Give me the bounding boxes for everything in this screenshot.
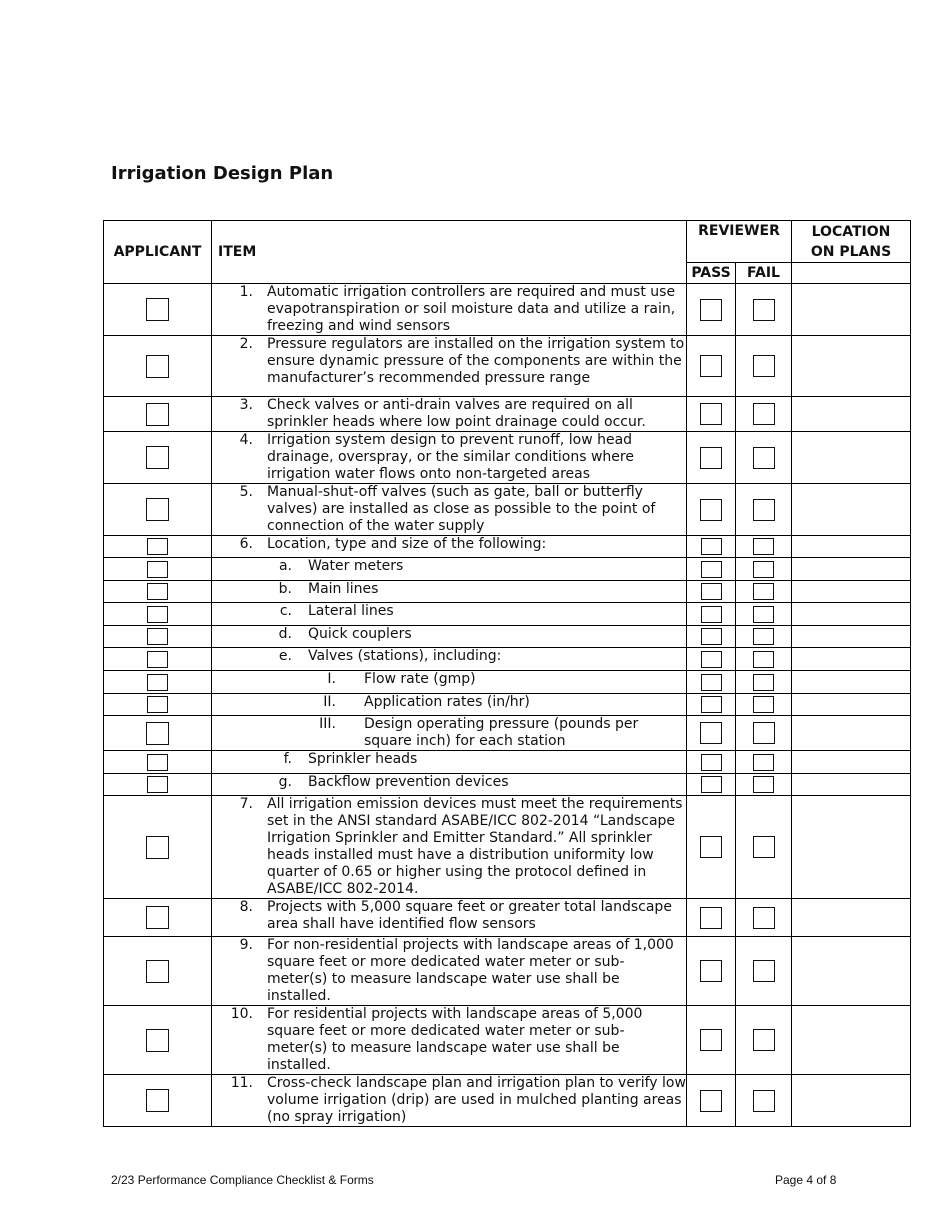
applicant-checkbox[interactable] (146, 355, 169, 378)
item-number: 7. (239, 796, 253, 812)
location-on-plans-cell[interactable] (792, 536, 911, 558)
pass-checkbox[interactable] (700, 403, 722, 425)
checklist-row (104, 397, 911, 432)
fail-checkbox[interactable] (753, 754, 774, 771)
applicant-cell (104, 558, 212, 581)
fail-cell (736, 671, 792, 694)
fail-cell (736, 284, 792, 336)
item-text: Check valves or anti-drain valves are required on all sprinkler heads where low point drainage could occur. (267, 397, 646, 430)
fail-cell (736, 397, 792, 432)
item-text: Water meters (308, 558, 404, 574)
header-location-line1: LOCATION (811, 223, 891, 240)
applicant-checkbox[interactable] (147, 628, 168, 645)
item-cell (212, 432, 687, 484)
pass-cell (687, 558, 736, 581)
item-number: 8. (239, 899, 253, 915)
item-cell (212, 796, 687, 899)
location-on-plans-cell[interactable] (792, 671, 911, 694)
applicant-checkbox[interactable] (147, 674, 168, 691)
fail-cell (736, 581, 792, 603)
location-on-plans-cell[interactable] (792, 603, 911, 626)
fail-cell (736, 536, 792, 558)
header-applicant: APPLICANT (104, 221, 212, 284)
item-cell (212, 536, 687, 558)
checklist-row (104, 648, 911, 671)
applicant-checkbox[interactable] (146, 446, 169, 469)
fail-checkbox[interactable] (753, 651, 774, 668)
fail-checkbox[interactable] (753, 403, 775, 425)
pass-checkbox[interactable] (700, 836, 722, 858)
applicant-checkbox[interactable] (147, 651, 168, 668)
location-on-plans-cell[interactable] (792, 558, 911, 581)
fail-checkbox[interactable] (753, 355, 775, 377)
location-on-plans-cell[interactable] (792, 284, 911, 336)
item-number: 4. (239, 432, 253, 448)
pass-cell (687, 336, 736, 397)
location-on-plans-cell[interactable] (792, 1075, 911, 1127)
applicant-cell (104, 899, 212, 937)
item-text: Location, type and size of the following: (267, 536, 547, 552)
fail-cell (736, 751, 792, 774)
item-cell (212, 648, 687, 671)
fail-checkbox[interactable] (753, 628, 774, 645)
fail-cell (736, 648, 792, 671)
pass-cell (687, 603, 736, 626)
applicant-cell (104, 671, 212, 694)
checklist-row (104, 751, 911, 774)
fail-checkbox[interactable] (753, 776, 774, 793)
pass-checkbox[interactable] (701, 754, 722, 771)
applicant-cell (104, 626, 212, 648)
item-cell (212, 581, 687, 603)
item-text: Valves (stations), including: (308, 648, 502, 664)
applicant-checkbox[interactable] (146, 498, 169, 521)
item-text: Projects with 5,000 square feet or greater total landscape area shall have identified flow sensors (267, 899, 672, 932)
item-cell (212, 558, 687, 581)
applicant-checkbox[interactable] (146, 298, 169, 321)
applicant-cell (104, 484, 212, 536)
applicant-cell (104, 1006, 212, 1075)
location-on-plans-cell[interactable] (792, 648, 911, 671)
item-text: Flow rate (gmp) (364, 671, 476, 687)
pass-cell (687, 937, 736, 1006)
fail-checkbox[interactable] (753, 722, 775, 744)
item-cell (212, 484, 687, 536)
pass-checkbox[interactable] (700, 355, 722, 377)
page-title: Irrigation Design Plan (111, 163, 334, 184)
applicant-cell (104, 581, 212, 603)
applicant-checkbox[interactable] (146, 960, 169, 983)
applicant-checkbox[interactable] (147, 754, 168, 771)
fail-checkbox[interactable] (753, 907, 775, 929)
item-cell (212, 284, 687, 336)
checklist-row (104, 558, 911, 581)
fail-cell (736, 336, 792, 397)
pass-cell (687, 284, 736, 336)
pass-checkbox[interactable] (701, 651, 722, 668)
location-on-plans-cell[interactable] (792, 899, 911, 937)
fail-cell (736, 774, 792, 796)
applicant-cell (104, 937, 212, 1006)
location-on-plans-cell[interactable] (792, 397, 911, 432)
item-text: Backflow prevention devices (308, 774, 509, 790)
fail-checkbox[interactable] (753, 499, 775, 521)
item-number: II. (323, 694, 336, 710)
item-text: Sprinkler heads (308, 751, 418, 767)
applicant-checkbox[interactable] (146, 403, 169, 426)
fail-checkbox[interactable] (753, 674, 774, 691)
location-on-plans-cell[interactable] (792, 581, 911, 603)
fail-cell (736, 432, 792, 484)
location-on-plans-cell[interactable] (792, 694, 911, 716)
item-number: f. (283, 751, 292, 767)
fail-cell (736, 1075, 792, 1127)
item-text: Main lines (308, 581, 379, 597)
checklist-row (104, 671, 911, 694)
item-cell (212, 716, 687, 751)
item-text: Design operating pressure (pounds per square inch) for each station (364, 716, 639, 749)
fail-cell (736, 796, 792, 899)
applicant-cell (104, 336, 212, 397)
checklist-row (104, 937, 911, 1006)
item-number: I. (327, 671, 336, 687)
applicant-checkbox[interactable] (146, 836, 169, 859)
checklist-row (104, 284, 911, 336)
checklist-row (104, 1006, 911, 1075)
location-on-plans-cell[interactable] (792, 484, 911, 536)
item-text: Manual-shut-off valves (such as gate, ball or butterfly valves) are installed as close as possible to the point of connection of the water supply (267, 484, 656, 534)
footer-page-number: Page 4 of 8 (775, 1173, 837, 1187)
location-on-plans-cell[interactable] (792, 774, 911, 796)
checklist-row (104, 716, 911, 751)
item-number: 11. (230, 1075, 253, 1091)
pass-checkbox[interactable] (700, 1090, 722, 1112)
pass-cell (687, 796, 736, 899)
fail-cell (736, 484, 792, 536)
fail-checkbox[interactable] (753, 1090, 775, 1112)
fail-checkbox[interactable] (753, 447, 775, 469)
item-text: Lateral lines (308, 603, 394, 619)
item-cell (212, 671, 687, 694)
pass-cell (687, 899, 736, 937)
pass-cell (687, 716, 736, 751)
item-number: e. (278, 648, 292, 664)
checklist-row (104, 484, 911, 536)
checklist-row (104, 581, 911, 603)
applicant-checkbox[interactable] (146, 1089, 169, 1112)
fail-cell (736, 1006, 792, 1075)
checklist-row (104, 899, 911, 937)
item-number: 1. (239, 284, 253, 300)
item-text: Irrigation system design to prevent runoff, low head drainage, overspray, or the similar conditions where irrigation water flows onto non-targeted areas (267, 432, 634, 482)
item-number: 2. (239, 336, 253, 352)
pass-cell (687, 1075, 736, 1127)
location-on-plans-cell[interactable] (792, 1006, 911, 1075)
fail-cell (736, 603, 792, 626)
item-number: 10. (230, 1006, 253, 1022)
checklist-row (104, 336, 911, 397)
item-number: g. (278, 774, 292, 790)
item-cell (212, 603, 687, 626)
pass-cell (687, 626, 736, 648)
applicant-cell (104, 536, 212, 558)
header-reviewer: REVIEWER (687, 221, 792, 263)
location-on-plans-cell[interactable] (792, 626, 911, 648)
checklist-row (104, 626, 911, 648)
pass-checkbox[interactable] (701, 776, 722, 793)
pass-cell (687, 694, 736, 716)
fail-cell (736, 558, 792, 581)
pass-checkbox[interactable] (700, 722, 722, 744)
location-on-plans-cell[interactable] (792, 716, 911, 751)
fail-cell (736, 694, 792, 716)
footer-left: 2/23 Performance Compliance Checklist & Forms (111, 1173, 374, 1187)
applicant-checkbox[interactable] (146, 722, 169, 745)
header-location-empty (792, 263, 911, 284)
location-on-plans-cell[interactable] (792, 336, 911, 397)
fail-cell (736, 899, 792, 937)
checklist-row (104, 432, 911, 484)
pass-cell (687, 774, 736, 796)
pass-checkbox[interactable] (701, 696, 722, 713)
applicant-cell (104, 648, 212, 671)
item-number: III. (319, 716, 336, 732)
item-cell (212, 694, 687, 716)
pass-cell (687, 671, 736, 694)
checklist-row (104, 774, 911, 796)
header-location-line2: ON PLANS (810, 243, 892, 260)
pass-cell (687, 536, 736, 558)
item-cell (212, 1075, 687, 1127)
pass-cell (687, 432, 736, 484)
checklist-row (104, 1075, 911, 1127)
item-number: 5. (239, 484, 253, 500)
pass-checkbox[interactable] (700, 960, 722, 982)
pass-checkbox[interactable] (701, 628, 722, 645)
header-item: ITEM (212, 221, 687, 284)
applicant-cell (104, 1075, 212, 1127)
location-on-plans-cell[interactable] (792, 432, 911, 484)
applicant-cell (104, 796, 212, 899)
item-text: For non-residential projects with landscape areas of 1,000 square feet or more dedicated water meter or sub- meter(s) to measure landscape water use shall be installed. (267, 937, 674, 1004)
pass-checkbox[interactable] (700, 299, 722, 321)
fail-cell (736, 716, 792, 751)
item-text: Quick couplers (308, 626, 412, 642)
item-text: Cross-check landscape plan and irrigation plan to verify low volume irrigation (drip) are used in mulched planting areas (no spray irrigation) (267, 1075, 686, 1125)
fail-checkbox[interactable] (753, 606, 774, 623)
item-number: 9. (239, 937, 253, 953)
item-number: b. (278, 581, 292, 597)
applicant-cell (104, 694, 212, 716)
item-cell (212, 937, 687, 1006)
item-number: c. (279, 603, 292, 619)
header-pass: PASS (687, 263, 736, 284)
pass-checkbox[interactable] (700, 447, 722, 469)
pass-cell (687, 751, 736, 774)
checklist-row (104, 694, 911, 716)
fail-checkbox[interactable] (753, 299, 775, 321)
item-text: Application rates (in/hr) (364, 694, 530, 710)
header-fail: FAIL (736, 263, 792, 284)
pass-checkbox[interactable] (700, 499, 722, 521)
pass-checkbox[interactable] (701, 538, 722, 555)
fail-checkbox[interactable] (753, 696, 774, 713)
applicant-cell (104, 716, 212, 751)
checklist-table (103, 220, 911, 1127)
fail-checkbox[interactable] (753, 583, 774, 600)
pass-checkbox[interactable] (701, 606, 722, 623)
applicant-checkbox[interactable] (146, 1029, 169, 1052)
applicant-checkbox[interactable] (147, 561, 168, 578)
location-on-plans-cell[interactable] (792, 796, 911, 899)
location-on-plans-cell[interactable] (792, 751, 911, 774)
item-number: d. (278, 626, 292, 642)
applicant-cell (104, 397, 212, 432)
item-text: All irrigation emission devices must meet the requirements set in the ANSI standard ASABE/ICC 802-2014 “Landscape Irrigation Sprinkler and Emitter Standard.” All sprinkler heads installed must have a distribution uniformity low quarter of 0.65 or higher using the protocol defined in ASABE/ICC 802-2014. (267, 796, 683, 897)
applicant-checkbox[interactable] (147, 606, 168, 623)
applicant-checkbox[interactable] (147, 538, 168, 555)
header-location (792, 221, 911, 263)
pass-checkbox[interactable] (701, 583, 722, 600)
fail-cell (736, 626, 792, 648)
checklist-row (104, 536, 911, 558)
applicant-cell (104, 774, 212, 796)
checklist-row (104, 796, 911, 899)
fail-checkbox[interactable] (753, 960, 775, 982)
pass-checkbox[interactable] (701, 561, 722, 578)
item-text: Pressure regulators are installed on the irrigation system to ensure dynamic pressure of the components are within the manufacturer’s recommended pressure range (267, 336, 685, 386)
pass-cell (687, 1006, 736, 1075)
fail-checkbox[interactable] (753, 836, 775, 858)
item-cell (212, 751, 687, 774)
item-cell (212, 397, 687, 432)
item-number: a. (278, 558, 292, 574)
fail-checkbox[interactable] (753, 561, 774, 578)
applicant-checkbox[interactable] (147, 696, 168, 713)
fail-cell (736, 937, 792, 1006)
applicant-checkbox[interactable] (146, 906, 169, 929)
applicant-cell (104, 284, 212, 336)
pass-cell (687, 648, 736, 671)
applicant-checkbox[interactable] (147, 776, 168, 793)
item-text: For residential projects with landscape areas of 5,000 square feet or more dedicated water meter or sub- meter(s) to measure landscape water use shall be installed. (267, 1006, 643, 1073)
pass-checkbox[interactable] (700, 907, 722, 929)
location-on-plans-cell[interactable] (792, 937, 911, 1006)
item-cell (212, 1006, 687, 1075)
applicant-cell (104, 603, 212, 626)
item-cell (212, 899, 687, 937)
applicant-checkbox[interactable] (147, 583, 168, 600)
fail-checkbox[interactable] (753, 1029, 775, 1051)
pass-checkbox[interactable] (700, 1029, 722, 1051)
applicant-cell (104, 751, 212, 774)
item-number: 6. (239, 536, 253, 552)
pass-cell (687, 397, 736, 432)
pass-cell (687, 484, 736, 536)
item-cell (212, 626, 687, 648)
pass-checkbox[interactable] (701, 674, 722, 691)
item-cell (212, 774, 687, 796)
item-number: 3. (239, 397, 253, 413)
applicant-cell (104, 432, 212, 484)
checklist-row (104, 603, 911, 626)
fail-checkbox[interactable] (753, 538, 774, 555)
pass-cell (687, 581, 736, 603)
item-text: Automatic irrigation controllers are required and must use evapotranspiration or soil moisture data and utilize a rain, freezing and wind sensors (267, 284, 676, 334)
item-cell (212, 336, 687, 397)
